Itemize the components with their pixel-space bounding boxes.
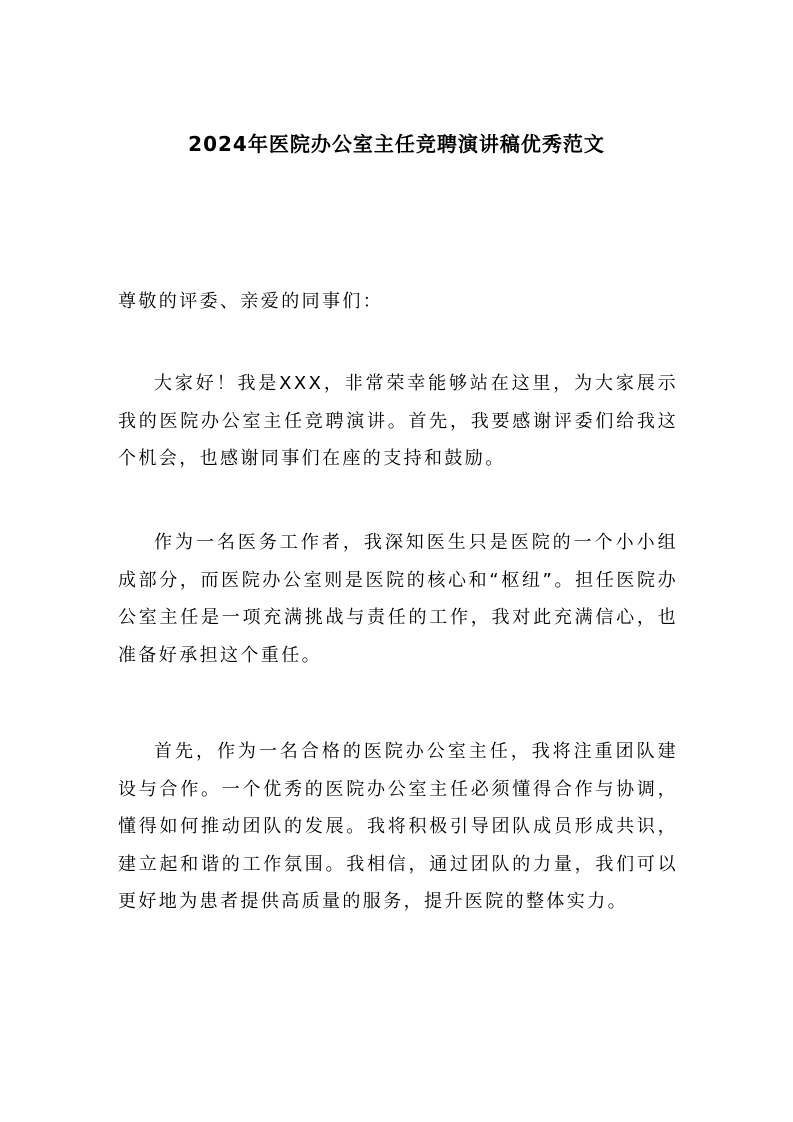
paragraph-3: 首先，作为一名合格的医院办公室主任，我将注重团队建设与合作。一个优秀的医院办公室主任必须懂得合作与协调，懂得如何推动团队的发展。我将积极引导团队成员形成共识，建立起和谐的工作氛围。我相信，通过团队的力量，我们可以更好地为患者提供高质量的服务，提升医院的整体实力。: [118, 741, 678, 912]
greeting-line: 尊敬的评委、亲爱的同事们：: [118, 291, 384, 312]
document-title: 2024年医院办公室主任竞聘演讲稿优秀范文: [188, 132, 605, 156]
paragraph-1: 大家好！我是XXX，非常荣幸能够站在这里，为大家展示我的医院办公室主任竞聘演讲。首先，我要感谢评委们给我这个机会，也感谢同事们在座的支持和鼓励。: [118, 373, 678, 469]
paragraph-2: 作为一名医务工作者，我深知医生只是医院的一个小小组成部分，而医院办公室则是医院的核心和“枢纽”。担任医院办公室主任是一项充满挑战与责任的工作，我对此充满信心，也准备好承担这个重任。: [118, 532, 678, 666]
